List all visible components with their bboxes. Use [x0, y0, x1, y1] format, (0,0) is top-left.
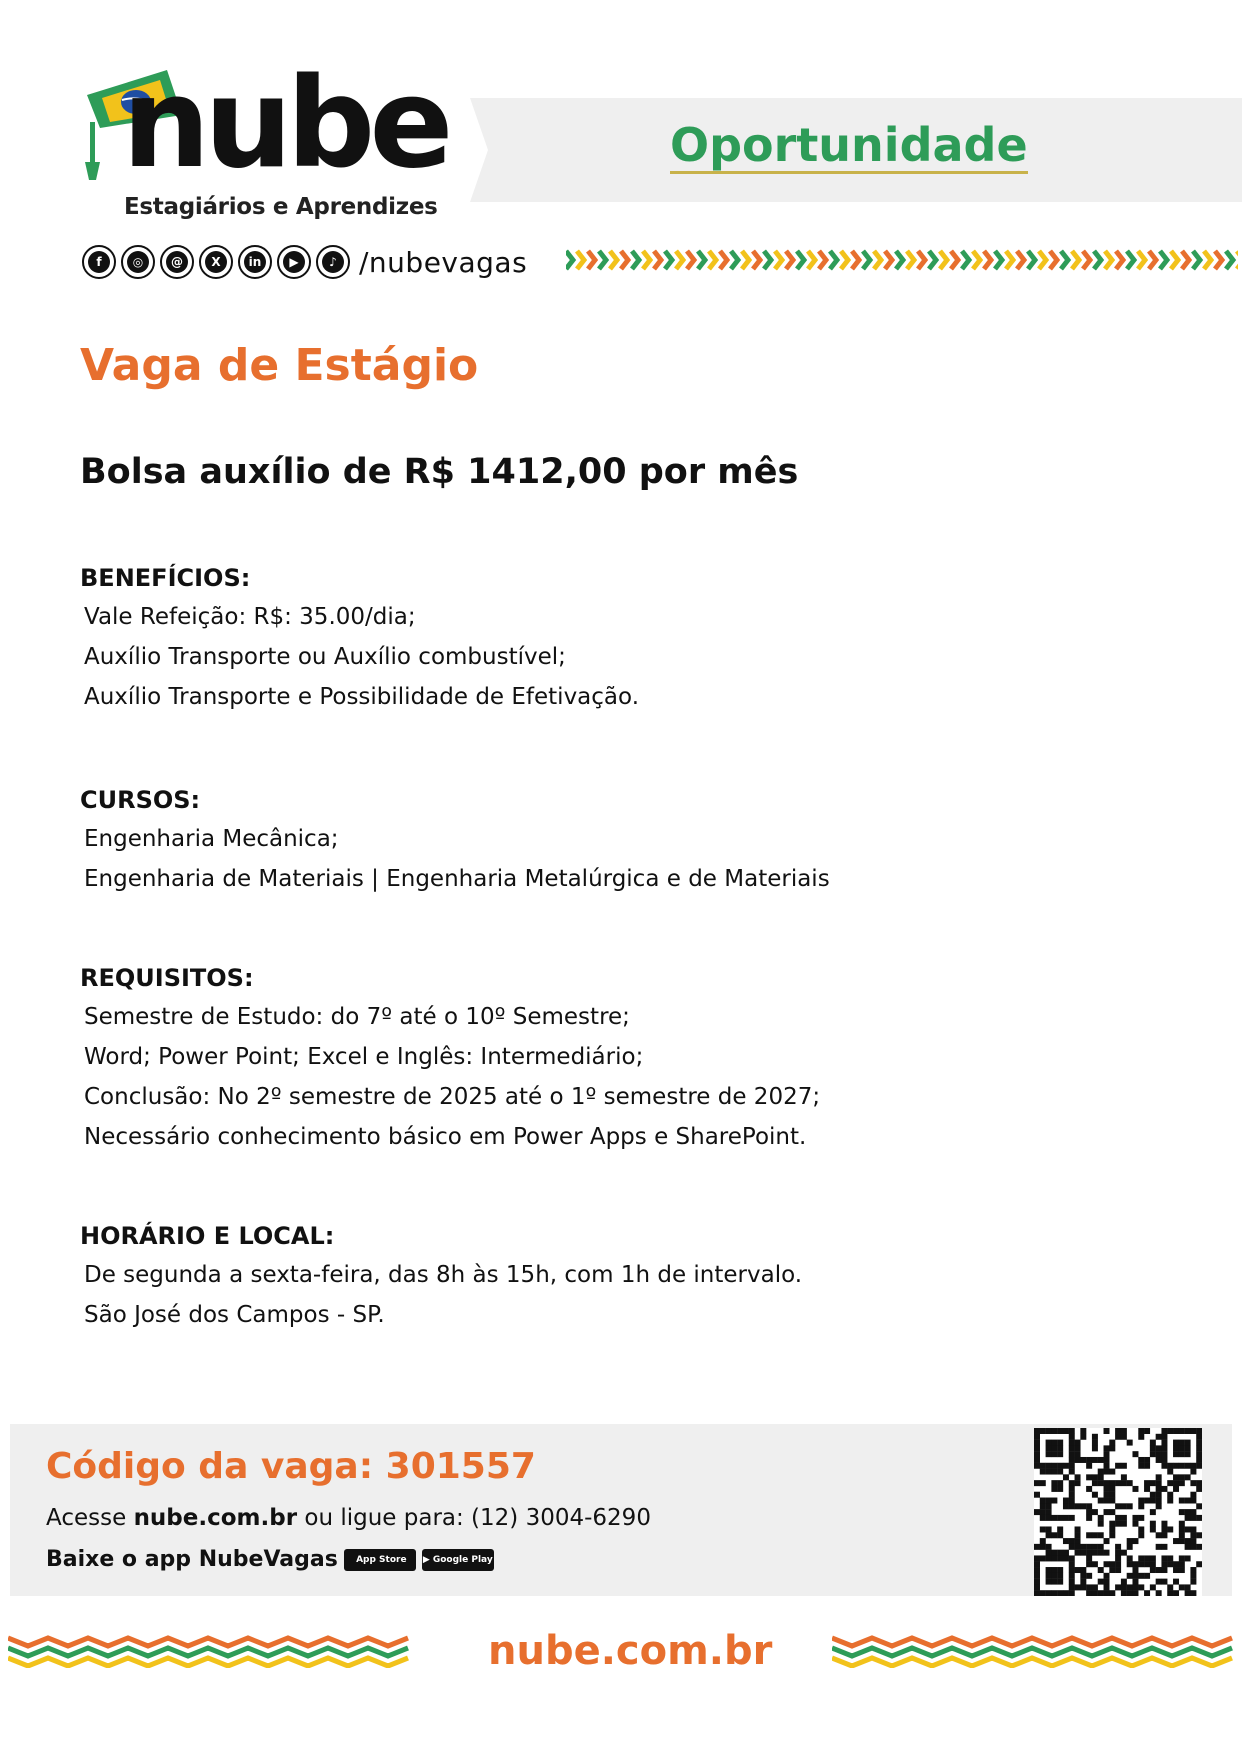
zigzag-decoration-right	[832, 1632, 1234, 1668]
zigzag-decoration-left	[8, 1632, 410, 1668]
course-line: Engenharia de Materiais | Engenharia Metalúrgica e de Materiais	[84, 866, 830, 892]
courses-heading: CURSOS:	[80, 786, 201, 814]
schedule-line: De segunda a sexta-feira, das 8h às 15h, com 1h de intervalo.	[84, 1262, 803, 1288]
nube-logo	[82, 52, 448, 235]
social-row	[82, 244, 527, 280]
stipend: Bolsa auxílio de R$ 1412,00 por mês	[80, 452, 799, 492]
access-suffix: ou ligue para: (12) 3004-6290	[304, 1505, 651, 1531]
app-line	[46, 1547, 494, 1572]
opportunity-banner	[470, 98, 1242, 202]
google-play-label: Google Play	[432, 1554, 493, 1565]
job-code: Código da vaga: 301557	[46, 1446, 536, 1487]
logo-wordmark: nube	[122, 52, 448, 196]
footer-site[interactable]: nube.com.br	[488, 1628, 773, 1674]
x-icon[interactable]: X	[199, 245, 233, 279]
youtube-icon[interactable]: ▶	[277, 245, 311, 279]
qr-code[interactable]	[1034, 1428, 1202, 1596]
requirement-line: Word; Power Point; Excel e Inglês: Intermediário;	[84, 1044, 644, 1070]
facebook-icon[interactable]: f	[82, 245, 116, 279]
requirements-heading: REQUISITOS:	[80, 964, 254, 992]
app-text: Baixe o app NubeVagas	[46, 1547, 338, 1572]
app-store-badge[interactable]	[344, 1549, 416, 1571]
google-play-badge[interactable]	[422, 1549, 494, 1571]
benefit-line: Auxílio Transporte ou Auxílio combustível;	[84, 644, 566, 670]
access-site-link[interactable]: nube.com.br	[133, 1505, 298, 1531]
benefit-line: Auxílio Transporte e Possibilidade de Efetivação.	[84, 684, 639, 710]
benefit-line: Vale Refeição: R$: 35.00/dia;	[84, 604, 416, 630]
threads-icon[interactable]: @	[160, 245, 194, 279]
benefits-heading: BENEFÍCIOS:	[80, 564, 251, 592]
job-title: Vaga de Estágio	[80, 340, 479, 391]
instagram-icon[interactable]: ◎	[121, 245, 155, 279]
requirement-line: Semestre de Estudo: do 7º até o 10º Semestre;	[84, 1004, 630, 1030]
social-handle[interactable]: /nubevagas	[359, 245, 528, 279]
schedule-heading: HORÁRIO E LOCAL:	[80, 1222, 335, 1250]
chevron-stripe-decoration	[566, 248, 1238, 272]
linkedin-icon[interactable]: in	[238, 245, 272, 279]
schedule-line: São José dos Campos - SP.	[84, 1302, 385, 1328]
requirement-line: Necessário conhecimento básico em Power Apps e SharePoint.	[84, 1124, 807, 1150]
requirement-line: Conclusão: No 2º semestre de 2025 até o 1º semestre de 2027;	[84, 1084, 821, 1110]
banner-title: Oportunidade	[670, 118, 1028, 172]
tiktok-icon[interactable]: ♪	[316, 245, 350, 279]
course-line: Engenharia Mecânica;	[84, 826, 339, 852]
logo-tagline: Estagiários e Aprendizes	[124, 194, 438, 220]
app-store-label: App Store	[356, 1554, 407, 1565]
access-prefix: Acesse	[46, 1505, 127, 1531]
play-icon: ▶	[422, 1554, 430, 1565]
access-line	[46, 1505, 651, 1531]
